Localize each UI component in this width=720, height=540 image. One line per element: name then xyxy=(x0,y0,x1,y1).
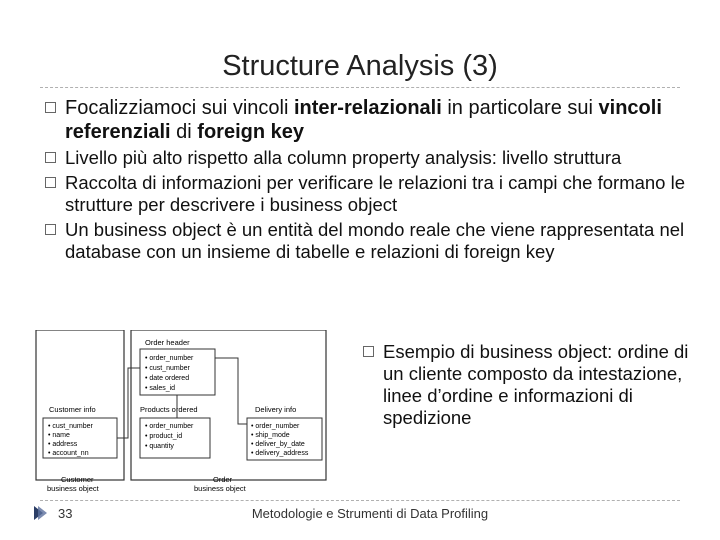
title-divider xyxy=(40,87,680,88)
order-caption: business object xyxy=(194,484,246,493)
footer-text: Metodologie e Strumenti di Data Profiling xyxy=(251,506,489,521)
products-ordered-title: Products ordered xyxy=(140,405,198,414)
order-header-field: • cust_number xyxy=(145,365,190,372)
page-number: 33 xyxy=(58,506,73,521)
customer-field: • cust_number xyxy=(48,423,93,430)
bullet-text-3: Raccolta di informazioni per verificare le relazioni tra i campi che formano le strutture per descrivere i business object xyxy=(65,172,686,215)
products-field: • order_number xyxy=(145,423,194,430)
bullet-text-2: Livello più alto rispetto alla column property analysis: livello struttura xyxy=(65,147,622,168)
slide-title: Structure Analysis (3) xyxy=(222,50,498,82)
business-object-diagram xyxy=(33,330,363,500)
customer-info-title: Customer info xyxy=(49,405,96,414)
products-field: • product_id xyxy=(145,433,183,440)
connector-customer-order xyxy=(117,368,140,438)
delivery-field: • delivery_address xyxy=(251,450,309,457)
customer-caption: Customer xyxy=(61,475,94,484)
delivery-field: • ship_mode xyxy=(251,432,290,439)
order-caption: Order xyxy=(213,475,233,484)
connector-header-delivery xyxy=(215,358,247,424)
delivery-info-title: Delivery info xyxy=(255,405,297,414)
square-bullet-icon xyxy=(45,102,56,113)
bullet-item xyxy=(45,172,685,216)
delivery-field: • deliver_by_date xyxy=(251,441,305,448)
footer-divider xyxy=(40,500,680,501)
square-bullet-icon xyxy=(45,177,56,188)
order-header-field: • sales_id xyxy=(145,385,176,392)
bullet-text-1: Focalizziamoci sui vincoli inter-relazionali in particolare sui vincoli referenziali di foreign key xyxy=(65,97,662,143)
order-header-title: Order header xyxy=(145,338,190,347)
products-field: • quantity xyxy=(145,443,174,450)
bullet-item xyxy=(45,96,685,144)
order-header-field: • date ordered xyxy=(145,375,190,382)
bullet-item xyxy=(45,147,685,169)
square-bullet-icon xyxy=(363,346,374,357)
bullet-text-4: Un business object è un entità del mondo reale che viene rappresentata nel database con un insieme di tabelle e relazioni di foreign key xyxy=(65,219,685,262)
bullet-item xyxy=(45,219,685,263)
order-header-field: • order_number xyxy=(145,355,194,362)
customer-field: • address xyxy=(48,441,78,448)
bullet-list xyxy=(45,96,685,266)
example-bullet xyxy=(363,341,703,429)
delivery-field: • order_number xyxy=(251,423,300,430)
customer-field: • account_nn xyxy=(48,450,89,457)
customer-field: • name xyxy=(48,432,70,439)
square-bullet-icon xyxy=(45,224,56,235)
example-bullet-text: Esempio di business object: ordine di un cliente composto da intestazione, linee d’ordine e informazioni di spedizione xyxy=(383,341,689,428)
square-bullet-icon xyxy=(45,152,56,163)
customer-caption: business object xyxy=(47,484,99,493)
